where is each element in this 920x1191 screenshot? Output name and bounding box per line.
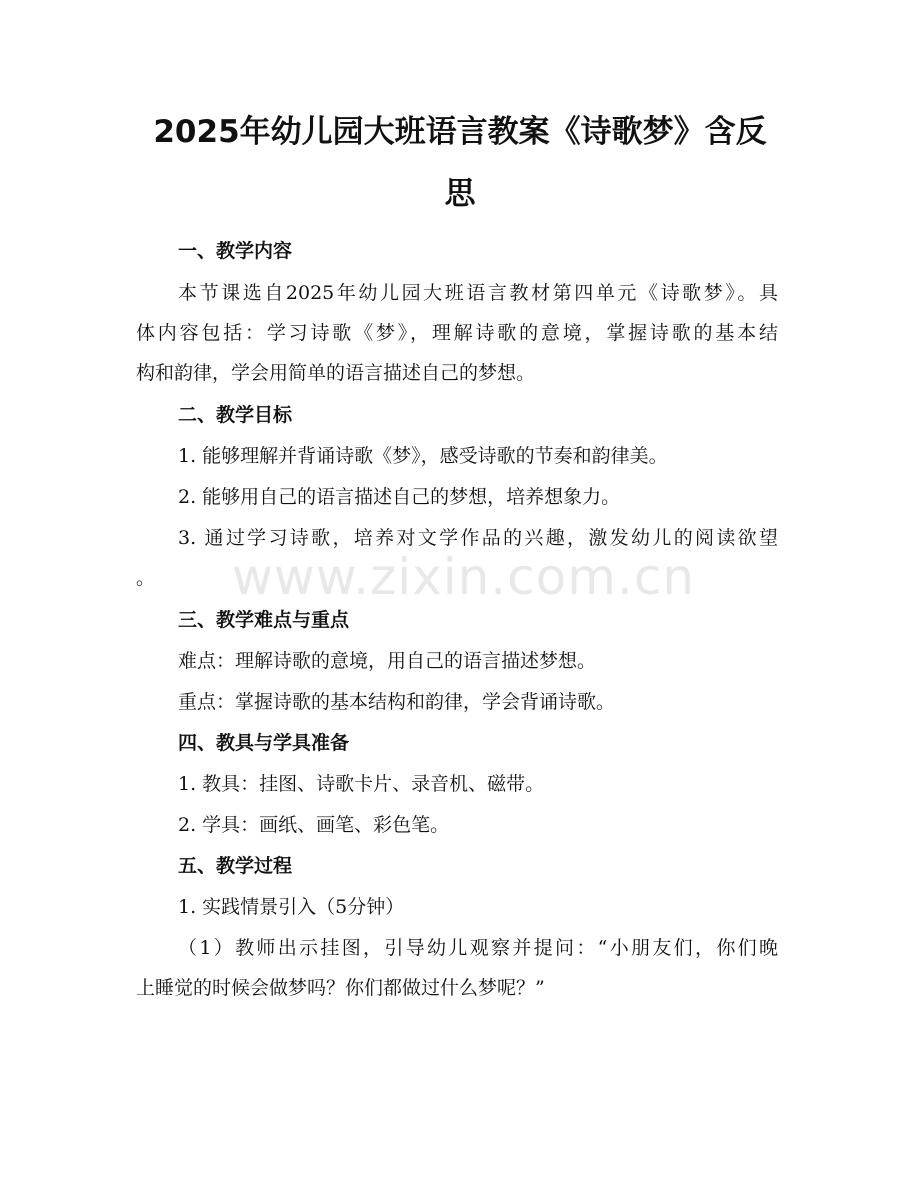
section-heading-process: 五、教学过程 [178,855,293,877]
watermark: www.zixin.com.cn [232,548,696,606]
section-heading-materials: 四、教具与学具准备 [178,732,350,754]
list-item: 2. 学具：画纸、画笔、彩色笔。 [178,814,450,836]
difficulty-text: 难点：理解诗歌的意境，用自己的语言描述梦想。 [178,650,597,672]
list-item: 1. 能够理解并背诵诗歌《梦》，感受诗歌的节奏和韵律美。 [178,445,668,467]
list-item: 1. 教具：挂图、诗歌卡片、录音机、磁带。 [178,773,545,795]
list-item: 2. 能够用自己的语言描述自己的梦想，培养想象力。 [178,486,621,508]
process-step: 1. 实践情景引入（5分钟） [178,896,405,918]
paragraph-line: 本节课选自2025年幼儿园大班语言教材第四单元《诗歌梦》。具 [178,282,778,304]
document-title-line2: 思 [444,176,476,212]
section-heading-content: 一、教学内容 [178,240,293,262]
list-item-continuation: 。 [136,567,156,589]
paragraph-line: 构和韵律，学会用简单的语言描述自己的梦想。 [136,362,536,384]
section-heading-objectives: 二、教学目标 [178,404,293,426]
section-heading-difficulties: 三、教学难点与重点 [178,609,350,631]
list-item: 3. 通过学习诗歌，培养对文学作品的兴趣，激发幼儿的阅读欲望 [178,527,778,549]
paragraph-line: 上睡觉的时候会做梦吗？你们都做过什么梦呢？” [136,977,545,999]
document-title-line1: 2025年幼儿园大班语言教案《诗歌梦》含反 [153,114,767,150]
key-point-text: 重点：掌握诗歌的基本结构和韵律，学会背诵诗歌。 [178,691,616,713]
paragraph-line: 体内容包括：学习诗歌《梦》，理解诗歌的意境，掌握诗歌的基本结 [136,322,778,344]
paragraph-line: （1）教师出示挂图，引导幼儿观察并提问：“小朋友们，你们晚 [178,937,778,959]
